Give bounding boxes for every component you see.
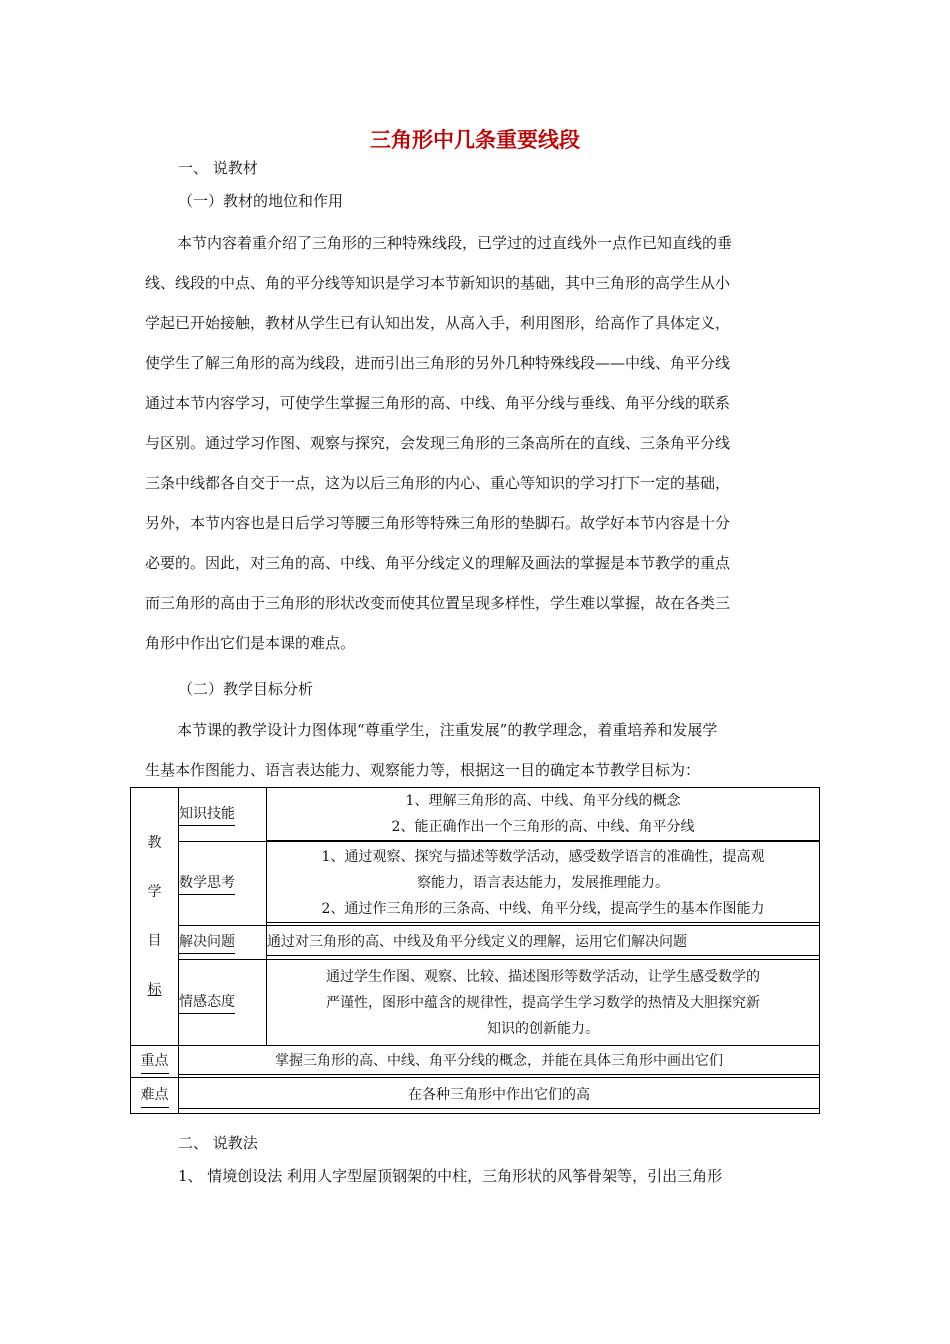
content-cell: [267, 926, 820, 960]
method-line-1: 1、 情境创设法 利用人字型屋顶钢架的中柱，三角形状的风筝骨架等，引出三角形: [178, 1167, 723, 1185]
paragraph-2: [145, 710, 807, 790]
content-line: 1、理解三角形的高、中线、角平分线的概念: [405, 793, 681, 809]
content-line: 严谨性，图形中蕴含的规律性，提高学生学习数学的热情及大胆探究新: [326, 994, 760, 1011]
content-line: 2、通过作三角形的三条高、中线、角平分线，提高学生的基本作图能力: [267, 896, 819, 923]
paragraph-1: [145, 223, 807, 663]
content-cell: [179, 1046, 820, 1078]
paragraph-line: 生基本作图能力、语言表达能力、观察能力等，根据这一目的确定本节教学目标为：: [145, 761, 701, 779]
category-knowledge: 知识技能: [179, 803, 235, 826]
goal-char: 目: [147, 932, 162, 949]
paragraph-line: 而三角形的高由于三角形的形状改变而使其位置呈现多样性，学生难以掌握，故在各类三: [145, 594, 731, 612]
category-math-thinking: 数学思考: [179, 872, 235, 895]
category-cell: [179, 842, 267, 926]
goal-char: 标: [147, 981, 162, 998]
paragraph-line: 本节课的教学设计力图体现“尊重学生，注重发展”的教学理念，着重培养和发展学: [177, 721, 718, 739]
content-line: 2、能正确作出一个三角形的高、中线、角平分线: [267, 814, 819, 841]
paragraph-line: 必要的。因此，对三角的高、中线、角平分线定义的理解及画法的掌握是本节教学的重点: [145, 554, 731, 572]
content-cell: [267, 788, 820, 842]
table-row: [131, 926, 820, 960]
content-line: 通过学生作图、观察、比较、描述图形等数学活动，让学生感受数学的: [326, 968, 760, 985]
paragraph-line: 与区别。通过学习作图、观察与探究，会发现三角形的三条高所在的直线、三条角平分线: [145, 434, 731, 452]
content-cell: [267, 960, 820, 1046]
table-row: [131, 842, 820, 926]
paragraph-line: 本节内容着重介绍了三角形的三种特殊线段，已学过的过直线外一点作已知直线的垂: [177, 234, 733, 252]
category-cell: [179, 788, 267, 842]
goals-vertical-label: [131, 788, 179, 1046]
difficulty-label-cell: [131, 1078, 179, 1114]
teaching-goals-table: [130, 787, 820, 1114]
paragraph-line: 三条中线都各自交于一点，这为以后三角形的内心、重心等知识的学习打下一定的基础，: [145, 474, 731, 492]
category-cell: [179, 960, 267, 1046]
table-row: [131, 1078, 820, 1114]
paragraph-line: 使学生了解三角形的高为线段，进而引出三角形的另外几种特殊线段——中线、角平分线: [145, 354, 731, 372]
content-line: 1、通过观察、探究与描述等数学活动，感受数学语言的准确性，提高观: [321, 849, 765, 865]
content-line: 通过对三角形的高、中线及角平分线定义的理解，运用它们解决问题: [267, 929, 819, 956]
table-row: [131, 788, 820, 842]
content-line: 知识的创新能力。: [487, 1020, 599, 1037]
subsection-heading-2: （二）教学目标分析: [178, 680, 314, 698]
category-cell: [179, 926, 267, 960]
difficulty-text: 在各种三角形中作出它们的高: [179, 1082, 819, 1109]
paragraph-line: 学起已开始接触，教材从学生已有认知出发，从高入手，利用图形，给高作了具体定义，: [145, 314, 731, 332]
paragraph-line: 线、线段的中点、角的平分线等知识是学习本节新知识的基础，其中三角形的高学生从小: [145, 274, 731, 292]
difficulty-label: 难点: [141, 1083, 169, 1108]
category-problem-solving: 解决问题: [179, 931, 235, 954]
category-attitude: 情感态度: [179, 991, 235, 1014]
goal-char: 教: [147, 834, 162, 851]
key-point-text: 掌握三角形的高、中线、角平分线的概念，并能在具体三角形中画出它们: [179, 1048, 819, 1075]
paragraph-line: 角形中作出它们是本课的难点。: [145, 634, 356, 652]
table-row: [131, 960, 820, 1046]
paragraph-line: 另外，本节内容也是日后学习等腰三角形等特殊三角形的垫脚石。故学好本节内容是十分: [145, 514, 731, 532]
paragraph-line: 通过本节内容学习，可使学生掌握三角形的高、中线、角平分线与垂线、角平分线的联系: [145, 394, 731, 412]
key-point-label-cell: [131, 1046, 179, 1078]
section-heading-2: 二、 说教法: [178, 1134, 258, 1152]
doc-title: 三角形中几条重要线段: [370, 128, 580, 152]
key-point-label: 重点: [141, 1049, 169, 1074]
content-cell: [179, 1078, 820, 1114]
section-heading-1: 一、 说教材: [178, 159, 258, 177]
subsection-heading-1: （一）教材的地位和作用: [178, 192, 344, 210]
content-cell: [267, 842, 820, 926]
content-line: 察能力，语言表达能力，发展推理能力。: [417, 875, 669, 891]
goal-char: 学: [147, 883, 162, 900]
table-row: [131, 1046, 820, 1078]
